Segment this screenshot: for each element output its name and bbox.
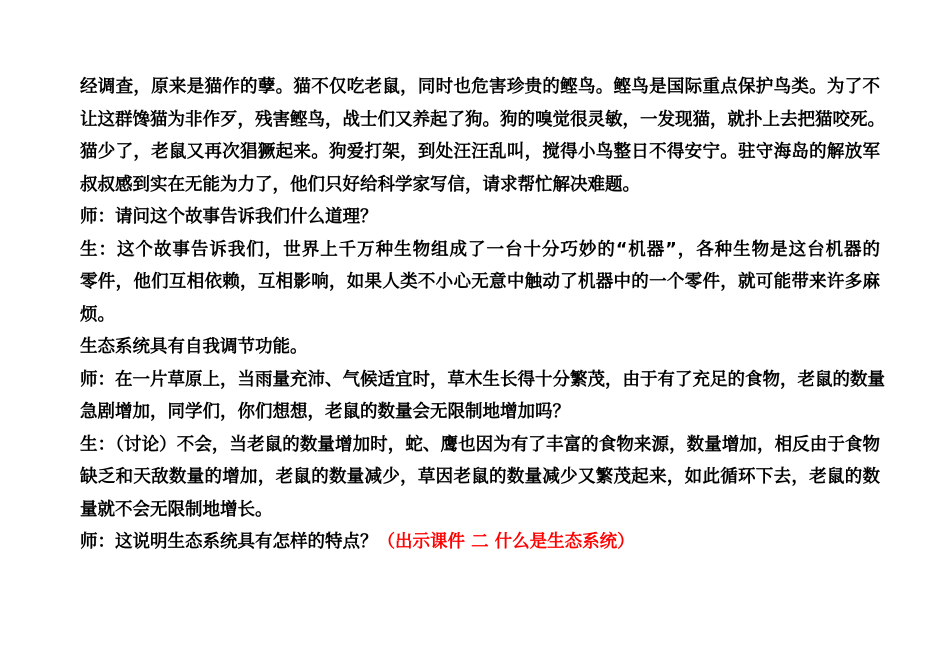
teacher-question-text: 师：这说明生态系统具有怎样的特点？ — [80, 532, 378, 552]
paragraph-line: 猫少了，老鼠又再次猖獗起来。狗爱打架，到处汪汪乱叫，搅得小鸟整日不得安宁。驻守海岛的解放军 — [80, 142, 880, 162]
student-answer-line: 缺乏和天敌数量的增加，老鼠的数量减少，草因老鼠的数量减少又繁茂起来，如此循环下去，老鼠的数 — [80, 467, 880, 487]
student-answer-line: 生：这个故事告诉我们，世界上千万种生物组成了一台十分巧妙的“机器”，各种生物是这台机器的 — [80, 239, 880, 260]
teacher-question: 师：在一片草原上，当雨量充沛、气候适宜时，草木生长得十分繁茂，由于有了充足的食物，老鼠的数量 — [80, 369, 885, 390]
paragraph-line: 让这群馋猫为非作歹，残害鲣鸟，战士们又养起了狗。狗的嗅觉很灵敏，一发现猫，就扑上去把猫咬死。 — [80, 109, 885, 130]
student-answer-line: 量就不会无限制地增长。 — [80, 499, 273, 520]
document-body — [80, 71, 885, 559]
student-answer-line: 生：（讨论）不会，当老鼠的数量增加时，蛇、鹰也因为有了丰富的食物来源，数量增加，相反由于食物 — [80, 434, 880, 455]
teacher-question-final — [80, 526, 880, 559]
paragraph-line: 经调查，原来是猫作的孽。猫不仅吃老鼠，同时也危害珍贵的鲣鸟。鲣鸟是国际重点保护鸟类。为了不 — [80, 77, 880, 97]
teacher-question: 师：请问这个故事告诉我们什么道理？ — [80, 207, 378, 227]
courseware-note: （出示课件 二 什么是生态系统） — [377, 532, 635, 552]
paragraph-line: 叔叔感到实在无能为力了，他们只好给科学家写信，请求帮忙解决难题。 — [80, 174, 640, 195]
student-answer-line: 零件，他们互相依赖，互相影响，如果人类不小心无意中触动了机器中的一个零件，就可能带来许多麻 — [80, 272, 880, 292]
section-statement: 生态系统具有自我调节功能。 — [80, 337, 308, 357]
student-answer-line: 烦。 — [80, 304, 115, 325]
teacher-question: 急剧增加，同学们，你们想想，老鼠的数量会无限制地增加吗？ — [80, 402, 570, 422]
